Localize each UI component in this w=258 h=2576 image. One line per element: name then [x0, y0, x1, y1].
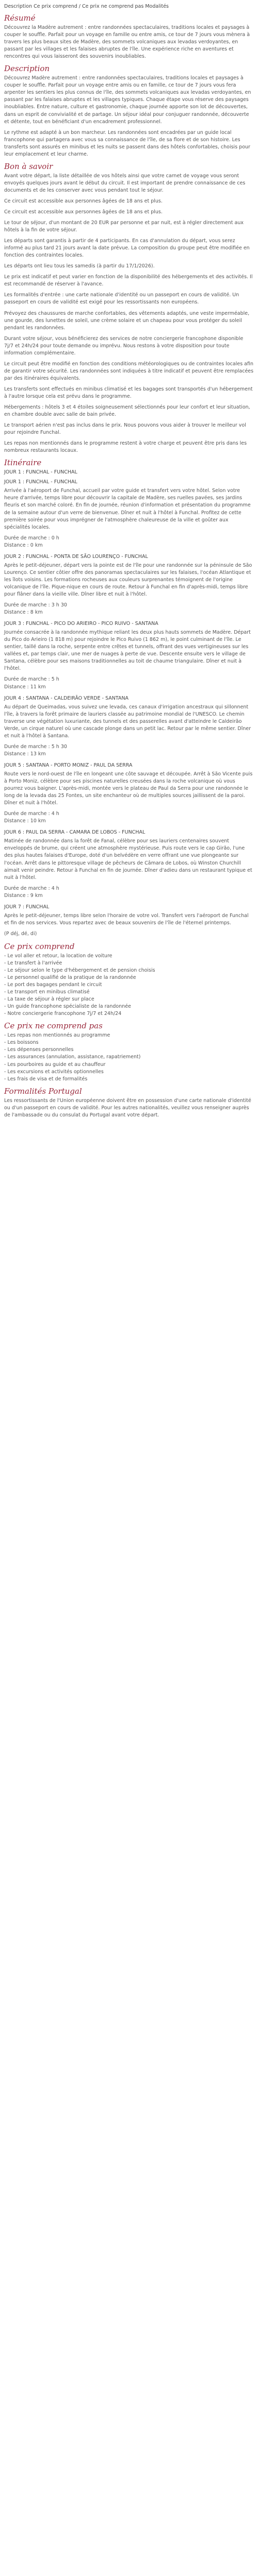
description-section	[4, 64, 254, 158]
day-duration: Durée de marche : 0 h	[4, 535, 59, 541]
day-meta	[4, 676, 254, 690]
bon-a-savoir-paragraph: Ce circuit est accessible aux personnes âgées de 18 ans et plus.	[4, 209, 163, 215]
day-description: Matinée de randonnée dans la forêt de Fanal, célèbre pour ses lauriers centenaires souvent enveloppés de brume, qui créent une atmosphère mystérieuse. Puis route vers le cap Girão, l'une des plus hautes falaises d'Europe, doté d'un belvédère en verre offrant une vue plongeante sur l'océan. Arrêt dans le pittoresque village de pêcheurs de Câmara de Lobos, où Winston Churchill aimait venir peindre. Retour à Funchal en fin de journée. Dîner d'adieu dans un restaurant typique et nuit à l'hôtel.	[4, 838, 252, 880]
list-item: - Les pourboires au guide et au chauffeur	[4, 1061, 106, 1067]
bon-a-savoir-paragraph: Hébergements : hôtels 3 et 4 étoiles soigneusement sélectionnés pour leur confort et leur situation, en chambre double avec salle de bain privée.	[4, 404, 250, 418]
resume-paragraph: Découvrez la Madère autrement : entre randonnées spectaculaires, traditions locales et paysages à couper le souffle. Parfait pour un voyage en famille ou entre amis, ce tour de 7 jours vous mènera à travers les plus beaux sites de Madère, des sommets volcaniques aux levadas verdoyantes, en passant par les villages et les falaises abruptes de l'île. Une expérience riche en aventures et rencontres qui vous laisseront des souvenirs inoubliables.	[4, 25, 250, 60]
itineraire-title: Itinéraire	[4, 458, 42, 468]
list-item: - Le transport en minibus climatisé	[4, 989, 90, 995]
list-item: - Les boissons	[4, 1040, 39, 1046]
day-description: Arrivée à l'aéroport de Funchal, accueil par votre guide et transfert vers votre hôtel. Selon votre heure d'arrivée, temps libre pour découvrir la capitale de Madère, ses ruelles pavées, ses jardins fleuris et son marché coloré. En fin de journée, réunion d'information et présentation du programme de la semaine autour d'un verre de bienvenue. Dîner et nuit à l'hôtel à Funchal. Profitez de cette première soirée pour vous imprégner de l'atmosphère chaleureuse de la ville et goûter aux spécialités locales.	[4, 488, 251, 530]
list-item: - La taxe de séjour à régler sur place	[4, 996, 94, 1003]
formalites-title: Formalités Portugal	[4, 1086, 82, 1096]
itinerary-day	[4, 695, 254, 758]
day-duration: Durée de marche : 4 h	[4, 811, 59, 817]
list-item: - Les excursions et activités optionnelles	[4, 1069, 104, 1075]
list-item: - Le personnel qualifié de la pratique de la randonnée	[4, 975, 136, 981]
prix-ne-comprend-pas-title: Ce prix ne comprend pas	[4, 1021, 103, 1031]
day-meta	[4, 885, 254, 900]
day-meta	[4, 602, 254, 616]
itineraire-subtitle: JOUR 1 : FUNCHAL - FUNCHAL	[4, 469, 77, 476]
page-intro: Description Ce prix comprend / Ce prix ne comprend pas Modalités	[4, 4, 169, 9]
page	[4, 3, 254, 1119]
day-description: Journée consacrée à la randonnée mythique reliant les deux plus hauts sommets de Madère. Départ du Pico do Arieiro (1 818 m) pour rejoindre le Pico Ruivo (1 862 m), le point culminant de l'île. Le sentier, taillé dans la roche, serpente entre crêtes et tunnels, offrant des vues vertigineuses sur les vallées et, par temps clair, une mer de nuages à perte de vue. Descente ensuite vers le village de Santana, célèbre pour ses maisons traditionnelles au toit de chaume triangulaire. Dîner et nuit à l'hôtel.	[4, 630, 251, 672]
day-duration: Durée de marche : 4 h	[4, 885, 59, 891]
day-meta	[4, 930, 254, 938]
prix-comprend-list	[4, 953, 254, 1018]
bon-a-savoir-paragraph: Durant votre séjour, vous bénéficierez des services de notre conciergerie francophone disponible 7j/7 et 24h/24 pour toute demande ou imprévu. Nous restons à votre disposition pour toute information complémentaire.	[4, 335, 244, 356]
bon-a-savoir-paragraph: Les formalités d'entrée : une carte nationale d'identité ou un passeport en cours de validité. Un passeport en cours de validité est exigé pour les ressortissants non européens.	[4, 292, 239, 306]
day-distance: Distance : 13 km	[4, 751, 46, 757]
bon-a-savoir-paragraph: Les transferts sont effectués en minibus climatisé et les bagages sont transportés d'un hébergement à l'autre lorsque cela est prévu dans le programme.	[4, 386, 253, 399]
bon-a-savoir-paragraph: Le tour de séjour, d'un montant de 20 EUR par personne et par nuit, est à régler directement aux hôtels à la fin de votre séjour.	[4, 220, 244, 233]
prix-comprend-section	[4, 942, 254, 1018]
day-title: JOUR 6 : PAUL DA SERRA - CAMARA DE LOBOS - FUNCHAL	[4, 829, 146, 836]
bon-a-savoir-paragraph: Les repas non mentionnés dans le programme restent à votre charge et peuvent être pris dans les nombreux restaurants locaux.	[4, 440, 247, 454]
day-title: JOUR 1 : FUNCHAL - FUNCHAL	[4, 479, 77, 485]
bon-a-savoir-paragraph: Le prix est indicatif et peut varier en fonction de la disponibilité des hébergements et des activités. Il est recommandé de réserver à l'avance.	[4, 274, 253, 287]
list-item: - Notre conciergerie francophone 7j/7 et 24h/24	[4, 1011, 122, 1017]
day-description: Après le petit-déjeuner, départ vers la pointe est de l'île pour une randonnée sur la péninsule de São Lourenço. Ce sentier côtier offre des panoramas spectaculaires sur les falaises, l'océan Atlantique et les îlots voisins. Les formations rocheuses aux couleurs surprenantes témoignent de l'origine volcanique de l'île. Pique-nique en cours de route. Retour à Funchal en fin d'après-midi, temps libre pour flâner dans la vieille ville. Dîner libre et nuit à l'hôtel.	[4, 562, 252, 597]
day-distance: Distance : 9 km	[4, 892, 43, 899]
itinerary-day	[4, 904, 254, 938]
itinerary-day	[4, 553, 254, 616]
bon-a-savoir-title: Bon à savoir	[4, 161, 53, 171]
day-duration: Durée de marche : 3 h 30	[4, 602, 67, 608]
day-distance: Distance : 8 km	[4, 609, 43, 616]
day-title: JOUR 7 : FUNCHAL	[4, 904, 50, 910]
list-item: - Les dépenses personnelles	[4, 1047, 74, 1053]
day-description: Au départ de Queimadas, vous suivez une levada, ces canaux d'irrigation ancestraux qui sillonnent l'île, à travers la forêt primaire de lauriers classée au patrimoine mondial de l'UNESCO. Le chemin traverse une végétation luxuriante, des tunnels et des passerelles avant d'atteindre le Caldeirão Verde, un cirque naturel où une cascade plonge dans un petit lac. Retour par le même sentier. Dîner et nuit à l'hôtel à Santana.	[4, 704, 251, 739]
bon-a-savoir-paragraph: Avant votre départ, la liste détaillée de vos hôtels ainsi que votre carnet de voyage vous seront envoyés quelques jours avant le début du circuit. Il est important de prendre connaissance de ces documents et de les conserver avec vous pendant tout le séjour.	[4, 173, 246, 193]
day-description: Route vers le nord-ouest de l'île en longeant une côte sauvage et découpée. Arrêt à São Vicente puis à Porto Moniz, célèbre pour ses piscines naturelles creusées dans la roche volcanique où vous pourrez vous baigner. L'après-midi, montée vers le plateau de Paul da Serra pour une randonnée le long de la levada das 25 Fontes, un site enchanteur où de multiples sources jaillissent de la paroi. Dîner et nuit à l'hôtel.	[4, 771, 253, 806]
day-meals: (P déj, dé, di)	[4, 930, 37, 937]
day-distance: Distance : 11 km	[4, 684, 46, 690]
day-distance: Distance : 0 km	[4, 542, 43, 548]
list-item: - Un guide francophone spécialiste de la randonnée	[4, 1004, 131, 1010]
list-item: - Le séjour selon le type d'hébergement et de pension choisis	[4, 968, 155, 974]
bon-a-savoir-section	[4, 162, 254, 455]
list-item: - Les frais de visa et de formalités	[4, 1076, 88, 1082]
description-paragraph: Découvrez Madère autrement : entre randonnées spectaculaires, traditions locales et paysages à couper le souffle. Parfait pour un voyage entre amis ou en famille, ce tour de 7 jours vous fera arpenter les sentiers les plus connus de l'île, des sommets volcaniques aux levadas verdoyantes, en passant par les falaises abruptes et les villages typiques. Chaque étape vous réserve des paysages inoubliables. Entre nature, culture et gastronomie, chaque journée apporte son lot de découvertes, dans un esprit de convivialité et de partage. Un séjour idéal pour conjuguer randonnée, découverte et détente, tout en bénéficiant d'un encadrement professionnel.	[4, 75, 251, 125]
day-distance: Distance : 10 km	[4, 818, 46, 824]
formalites-section	[4, 1087, 254, 1119]
bon-a-savoir-paragraph: Prévoyez des chaussures de marche confortables, des vêtements adaptés, une veste imperméable, une gourde, des lunettes de soleil, une crème solaire et un chapeau pour vous protéger du soleil pendant les randonnées.	[4, 310, 250, 331]
day-title: JOUR 3 : FUNCHAL - PICO DO ARIEIRO - PICO RUIVO - SANTANA	[4, 621, 158, 627]
itinerary-day	[4, 620, 254, 690]
list-item: - Le port des bagages pendant le circuit	[4, 982, 102, 988]
list-item: - Les repas non mentionnés au programme	[4, 1032, 110, 1039]
description-title: Description	[4, 64, 50, 74]
list-item: - Le vol aller et retour, la location de voiture	[4, 953, 112, 959]
day-meta	[4, 743, 254, 758]
resume-section	[4, 13, 254, 60]
day-title: JOUR 5 : SANTANA - PORTO MONIZ - PAUL DA SERRA	[4, 762, 133, 768]
list-item: - Les assurances (annulation, assistance, rapatriement)	[4, 1054, 141, 1060]
bon-a-savoir-paragraph: Le circuit peut être modifié en fonction des conditions météorologiques ou de contraintes locales afin de garantir votre sécurité. Les randonnées sont indiquées à titre indicatif et peuvent être remplacées par des itinéraires équivalents.	[4, 361, 254, 381]
day-meta	[4, 535, 254, 549]
bon-a-savoir-paragraph: Les départs sont garantis à partir de 4 participants. En cas d'annulation du départ, vous serez informé au plus tard 21 jours avant la date prévue. La composition du groupe peut être modifiée en fonction des contraintes locales.	[4, 238, 250, 259]
day-title: JOUR 2 : FUNCHAL - PONTA DE SÃO LOURENÇO - FUNCHAL	[4, 553, 148, 560]
resume-title: Résumé	[4, 13, 36, 23]
bon-a-savoir-paragraph: Ce circuit est accessible aux personnes âgées de 18 ans et plus.	[4, 198, 163, 204]
description-paragraph: Le rythme est adapté à un bon marcheur. Les randonnées sont encadrées par un guide local francophone qui partagera avec vous sa connaissance de l'île, de sa flore et de son histoire. Les transferts sont assurés en minibus et les nuits se passent dans des hôtels confortables, choisis pour leur emplacement et leur charme.	[4, 129, 250, 157]
itinerary-day	[4, 829, 254, 899]
itinerary-day	[4, 479, 254, 549]
day-title: JOUR 4 : SANTANA - CALDEIRÃO VERDE - SANTANA	[4, 695, 129, 701]
prix-ne-comprend-pas-section	[4, 1021, 254, 1082]
formalites-paragraph: Les ressortissants de l'Union européenne doivent être en possession d'une carte nationale d'identité ou d'un passeport en cours de validité. Pour les autres nationalités, veuillez vous renseigner auprès de l'ambassade ou du consulat du Portugal avant votre départ.	[4, 1097, 251, 1118]
day-description: Après le petit-déjeuner, temps libre selon l'horaire de votre vol. Transfert vers l'aéroport de Funchal et fin de nos services. Vous repartez avec de beaux souvenirs de l'île de l'éternel printemps.	[4, 912, 249, 926]
day-duration: Durée de marche : 5 h	[4, 676, 59, 683]
list-item: - Le transfert à l'arrivée	[4, 960, 62, 966]
itinerary-day	[4, 762, 254, 825]
day-duration: Durée de marche : 5 h 30	[4, 743, 67, 750]
bon-a-savoir-paragraph: Le transport aérien n'est pas inclus dans le prix. Nous pouvons vous aider à trouver le meilleur vol pour rejoindre Funchal.	[4, 422, 246, 436]
bon-a-savoir-paragraph: Les départs ont lieu tous les samedis (à partir du 17/1/2026).	[4, 263, 155, 269]
itineraire-section	[4, 458, 254, 938]
prix-ne-comprend-pas-list	[4, 1032, 254, 1082]
day-meta	[4, 810, 254, 825]
prix-comprend-title: Ce prix comprend	[4, 941, 75, 951]
